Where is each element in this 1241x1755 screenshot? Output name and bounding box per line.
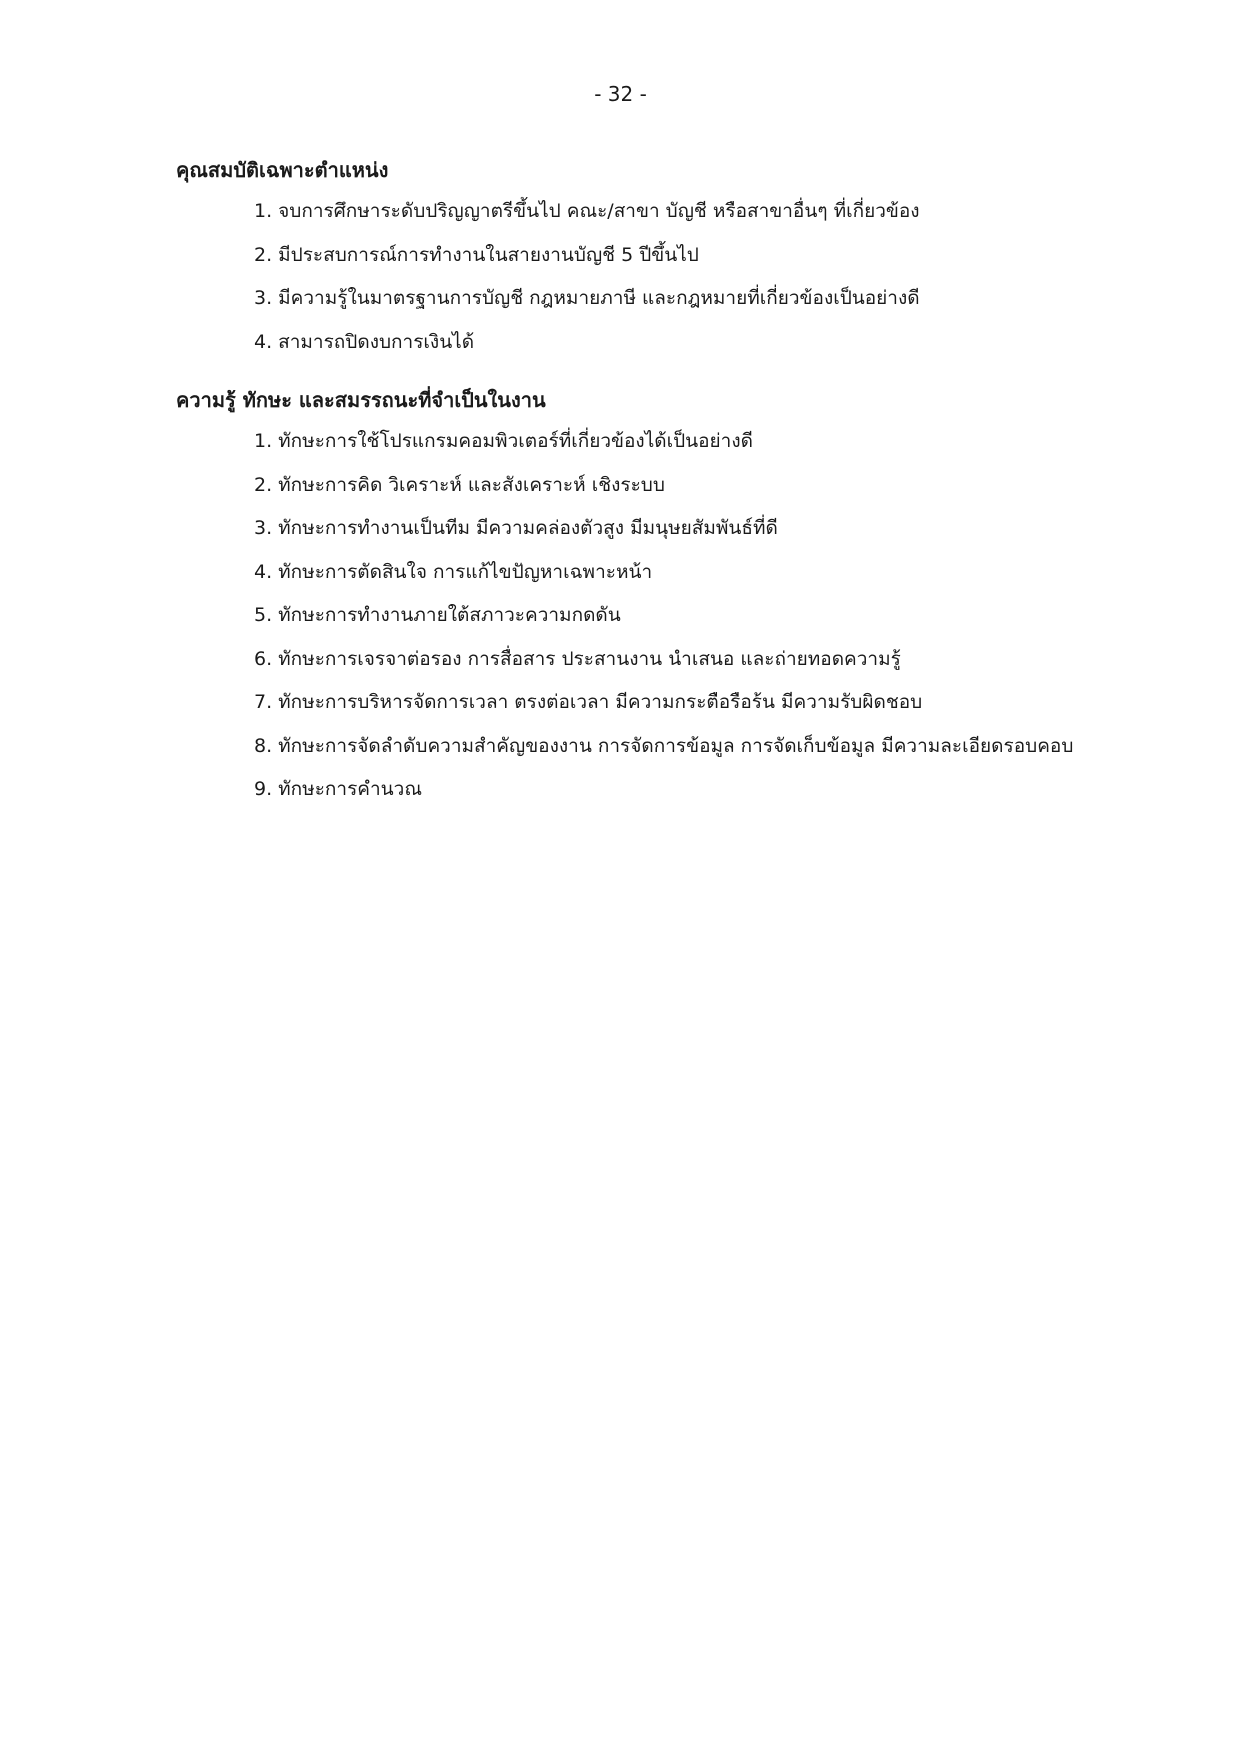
item-number: 4. [254,560,273,583]
skills-heading: ความรู้ ทักษะ และสมรรถนะที่จำเป็นในงาน [176,388,546,412]
qualifications-list [176,190,1176,364]
qualification-item-4 [254,321,1176,365]
skill-item-4 [254,551,1176,595]
skills-list [176,420,1176,812]
item-number: 3. [254,517,273,539]
item-number: 7. [254,691,273,713]
item-text: ทักษะการบริหารจัดการเวลา ตรงต่อเวลา มีความกระตือรือร้น มีความรับผิดชอบ [278,691,923,713]
item-number: 1. [254,200,273,222]
item-text: ทักษะการใช้โปรแกรมคอมพิวเตอร์ที่เกี่ยวข้องได้เป็นอย่างดี [278,430,753,452]
item-text: ทักษะการคิด วิเคราะห์ และสังเคราะห์ เชิงระบบ [278,473,665,496]
item-text: สามารถปิดงบการเงินได้ [278,330,475,353]
skill-item-6 [254,638,1176,682]
item-number: 2. [254,473,273,496]
item-number: 5. [254,604,273,626]
item-text: จบการศึกษาระดับปริญญาตรีขึ้นไป คณะ/สาขา บัญชี หรือสาขาอื่นๆ ที่เกี่ยวข้อง [278,200,920,222]
skill-item-8 [254,725,1176,769]
item-number: 3. [254,287,273,309]
skill-item-9 [254,768,1176,812]
item-number: 6. [254,647,273,670]
item-text: ทักษะการคำนวณ [278,778,422,800]
item-text: ทักษะการจัดลำดับความสำคัญของงาน การจัดการข้อมูล การจัดเก็บข้อมูล มีความละเอียดรอบคอบ [278,734,1074,757]
skill-item-1 [254,420,1176,464]
item-number: 9. [254,778,273,800]
qualification-item-2 [254,234,1176,278]
item-number: 1. [254,430,273,452]
item-text: ทักษะการทำงานเป็นทีม มีความคล่องตัวสูง มีมนุษยสัมพันธ์ที่ดี [278,517,778,539]
item-text: ทักษะการทำงานภายใต้สภาวะความกดดัน [278,604,621,626]
qualifications-section [176,150,1176,364]
skill-item-7 [254,681,1176,725]
item-text: มีความรู้ในมาตรฐานการบัญชี กฎหมายภาษี และกฎหมายที่เกี่ยวข้องเป็นอย่างดี [278,287,920,309]
skills-section [176,380,1176,812]
item-text: มีประสบการณ์การทำงานในสายงานบัญชี 5 ปีขึ้นไป [278,243,699,266]
qualification-item-3 [254,277,1176,321]
item-text: ทักษะการตัดสินใจ การแก้ไขปัญหาเฉพาะหน้า [278,560,653,583]
item-number: 8. [254,734,273,757]
item-text: ทักษะการเจรจาต่อรอง การสื่อสาร ประสานงาน นำเสนอ และถ่ายทอดความรู้ [278,647,901,670]
item-number: 2. [254,243,273,266]
skill-item-2 [254,464,1176,508]
qualification-item-1 [254,190,1176,234]
qualifications-heading: คุณสมบัติเฉพาะตำแหน่ง [176,158,389,182]
item-number: 4. [254,330,273,353]
skill-item-3 [254,507,1176,551]
skill-item-5 [254,594,1176,638]
page-number: - 32 - [594,82,647,106]
